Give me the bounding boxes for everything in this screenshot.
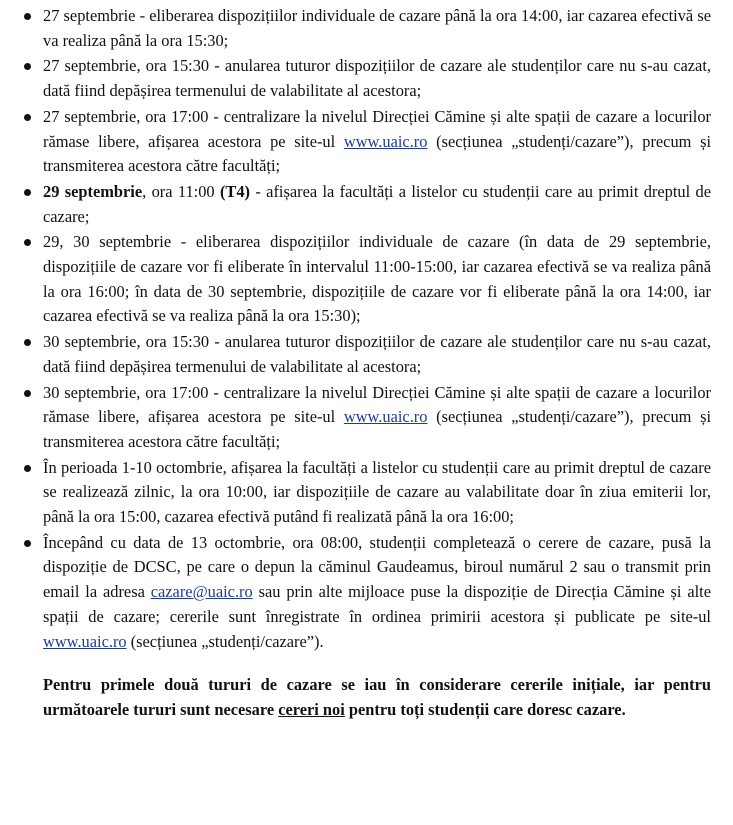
bullet-icon: [24, 13, 31, 20]
item-text: 27 septembrie - eliberarea dispozițiilor individuale de cazare până la ora 14:00, iar cazarea efectivă se va realiza până la ora 15:30;: [43, 6, 711, 50]
bullet-icon: [24, 239, 31, 246]
uaic-site-link[interactable]: www.uaic.ro: [343, 131, 428, 151]
item-text: În perioada 1-10 octombrie, afișarea la facultăți a listelor cu studenții care au primit dreptul de cazare se realizează zilnic, la ora 10:00, iar dispozițiile de cazare au valabilitate doar în ziua emiterii lor, până la ora 15:00, cazarea efectivă putând fi realizată până la ora 16:00;: [43, 457, 711, 527]
list-item: [24, 531, 711, 655]
item-text: (secțiunea „studenți/cazare”), precum și transmiterea acestora către facultăți;: [43, 407, 711, 451]
item-text: 30 septembrie, ora 17:00 - centralizare la nivelul Direcției Cămine și alte spații de cazare a locurilor rămase libere, afișarea acestora pe site-ul: [43, 382, 711, 427]
item-text: 30 septembrie, ora 15:30 - anularea tuturor dispozițiilor de cazare ale studenților care nu s-au cazat, dată fiind depășirea termenului de valabilitate al acestora;: [43, 332, 711, 376]
closing-underlined-text: cereri noi: [278, 699, 345, 719]
list-item: [24, 230, 711, 329]
list-item: [24, 54, 711, 103]
list-item: [24, 456, 711, 530]
list-item: [24, 330, 711, 379]
schedule-list: [24, 4, 711, 654]
item-text: sau prin alte mijloace puse la dispoziție de Direcția Cămine și alte spații de cazare; cererile sunt înregistrate în ordinea primirii acestora și publicate pe site-ul: [43, 582, 712, 626]
item-text: 27 septembrie, ora 17:00 - centralizare la nivelul Direcției Cămine și alte spații de cazare a locurilor rămase libere, afișarea acestora pe site-ul: [43, 106, 711, 151]
item-text: Începând cu data de 13 octombrie, ora 08:00, studenții completează o cerere de cazare, pusă la dispoziție de DCSC, pe care o depun la căminul Gaudeamus, biroul numărul 2 sau o transmit prin email la adresa: [43, 532, 711, 602]
bullet-icon: [24, 465, 31, 472]
uaic-site-link[interactable]: www.uaic.ro: [43, 631, 127, 651]
closing-text: Pentru primele două tururi de cazare se iau în considerare cererile inițiale, iar pentru următoarele tururi sunt necesare: [43, 675, 711, 719]
closing-note: [24, 673, 711, 722]
list-item: [24, 105, 711, 179]
bullet-icon: [24, 339, 31, 346]
bullet-icon: [24, 390, 31, 397]
bullet-icon: [24, 114, 31, 121]
item-text: , ora 11:00: [142, 181, 220, 201]
item-text: - afișarea la facultăți a listelor cu studenții care au primit dreptul de cazare;: [43, 181, 711, 226]
bullet-icon: [24, 63, 31, 70]
list-item: [24, 4, 711, 53]
item-text: (secțiunea „studenți/cazare”), precum și transmiterea acestora către facultăți;: [43, 131, 711, 176]
list-item: [24, 180, 711, 229]
bullet-icon: [24, 189, 31, 196]
bullet-icon: [24, 540, 31, 547]
uaic-site-link[interactable]: www.uaic.ro: [343, 407, 428, 427]
list-item: [24, 381, 711, 455]
item-round-bold: (T4): [219, 181, 250, 201]
item-text: (secțiunea „studenți/cazare”).: [126, 631, 324, 651]
closing-text: pentru toți studenții care doresc cazare.: [344, 699, 626, 719]
email-link[interactable]: cazare@uaic.ro: [150, 582, 253, 602]
item-date-bold: 29 septembrie: [43, 181, 143, 201]
item-text: 29, 30 septembrie - eliberarea dispozițiilor individuale de cazare (în data de 29 septembrie, dispozițiile de cazare vor fi eliberate în intervalul 11:00-15:00, iar cazarea efectivă se va realiza până la ora 16:00; în data de 30 septembrie, dispozițiile de cazare vor fi eliberate până la ora 14:00, iar cazarea efectivă se va realiza până la ora 15:30);: [43, 232, 711, 326]
item-text: 27 septembrie, ora 15:30 - anularea tuturor dispozițiilor de cazare ale studenților care nu s-au cazat, dată fiind depășirea termenului de valabilitate al acestora;: [43, 56, 711, 101]
